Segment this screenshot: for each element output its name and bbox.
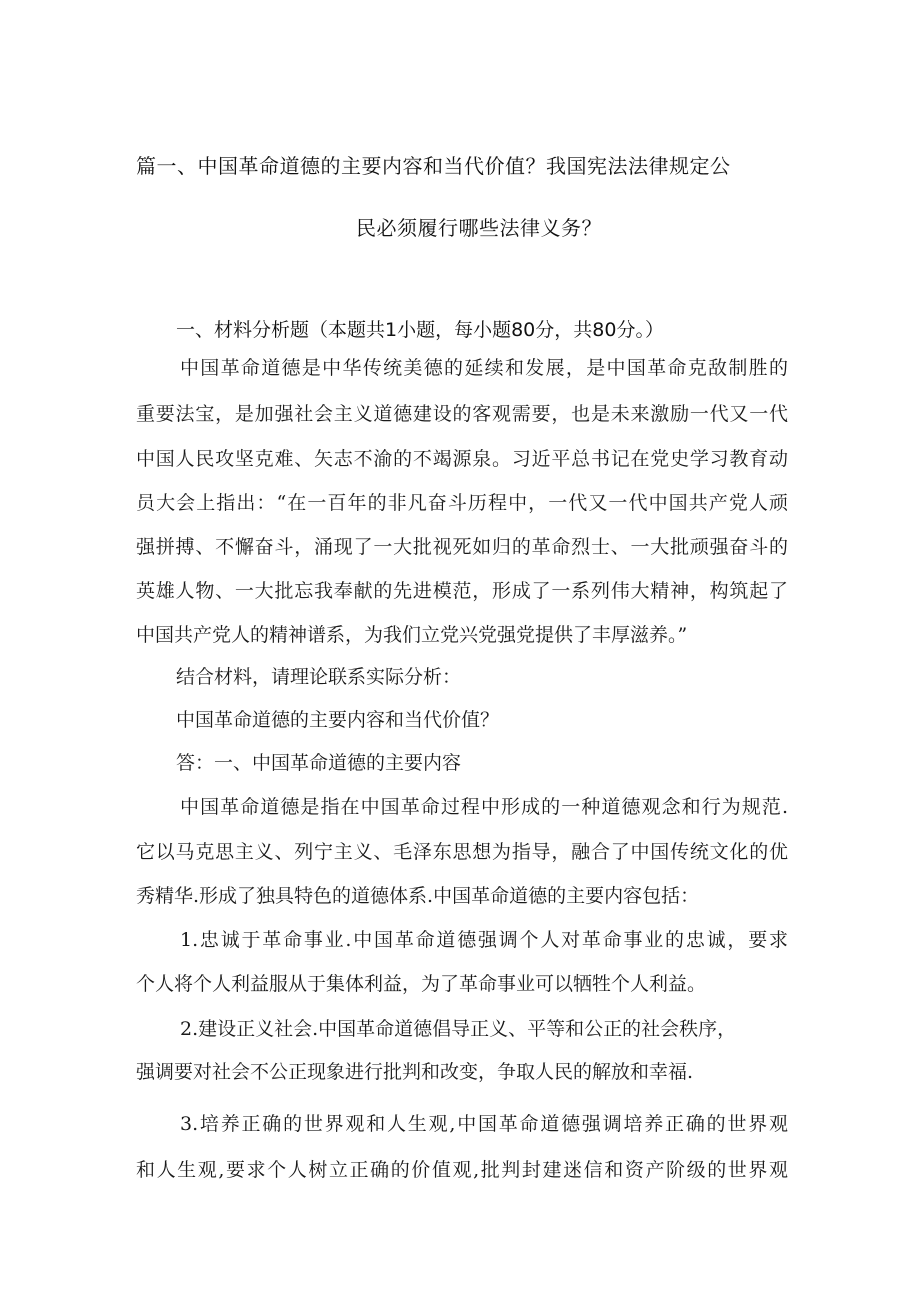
paragraph-line: 英雄人物、一大批忘我奉献的先进模范，形成了一系列伟大精神，构筑起了 [136,580,788,602]
list-item-line: 3.培养正确的世界观和人生观,中国革命道德强调培养正确的世界观 [180,1113,788,1135]
list-item-line: 和人生观,要求个人树立正确的价值观,批判封建迷信和资产阶级的世界观 [136,1159,788,1181]
list-item-line: 1.忠诚于革命事业.中国革命道德强调个人对革命事业的忠诚，要求 [180,929,788,951]
paragraph-line: 中国革命道德是中华传统美德的延续和发展，是中国革命克敌制胜的 [180,357,788,379]
section-heading: 一、材料分析题（本题共1小题，每小题80分，共80分。） [176,319,664,341]
list-item-line: 2.建设正义社会.中国革命道德倡导正义、平等和公正的社会秩序， [180,1018,737,1040]
instruction-text: 结合材料，请理论联系实际分析： [176,666,462,688]
answer-heading: 答：一、中国革命道德的主要内容 [176,752,462,774]
paragraph-line: 中国革命道德是指在中国革命过程中形成的一种道德观念和行为规范. [180,796,788,818]
paragraph-line: 重要法宝，是加强社会主义道德建设的客观需要，也是未来激励一代又一代 [136,403,788,425]
document-title-line-1: 篇一、中国革命道德的主要内容和当代价值？我国宪法法律规定公 [136,154,731,178]
question-text: 中国革命道德的主要内容和当代价值？ [176,709,500,731]
list-item-line: 个人将个人利益服从于集体利益，为了革命事业可以牺牲个人利益。 [136,973,707,995]
paragraph-line: 秀精华.形成了独具特色的道德体系.中国革命道德的主要内容包括： [136,885,700,907]
document-title-line-2: 民必须履行哪些法律义务？ [356,216,602,240]
paragraph-line: 中国人民攻坚克难、矢志不渝的不竭源泉。习近平总书记在党史学习教育动 [136,448,788,470]
paragraph-line: 强拼搏、不懈奋斗，涌现了一大批视死如归的革命烈士、一大批顽强奋斗的 [136,536,788,558]
paragraph-line: 它以马克思主义、列宁主义、毛泽东思想为指导，融合了中国传统文化的优 [136,841,788,863]
list-item-line: 强调要对社会不公正现象进行批判和改变，争取人民的解放和幸福. [136,1061,694,1083]
paragraph-line: 员大会上指出：“在一百年的非凡奋斗历程中，一代又一代中国共产党人顽 [136,492,788,514]
paragraph-line: 中国共产党人的精神谱系，为我们立党兴党强党提供了丰厚滋养。” [136,624,688,646]
